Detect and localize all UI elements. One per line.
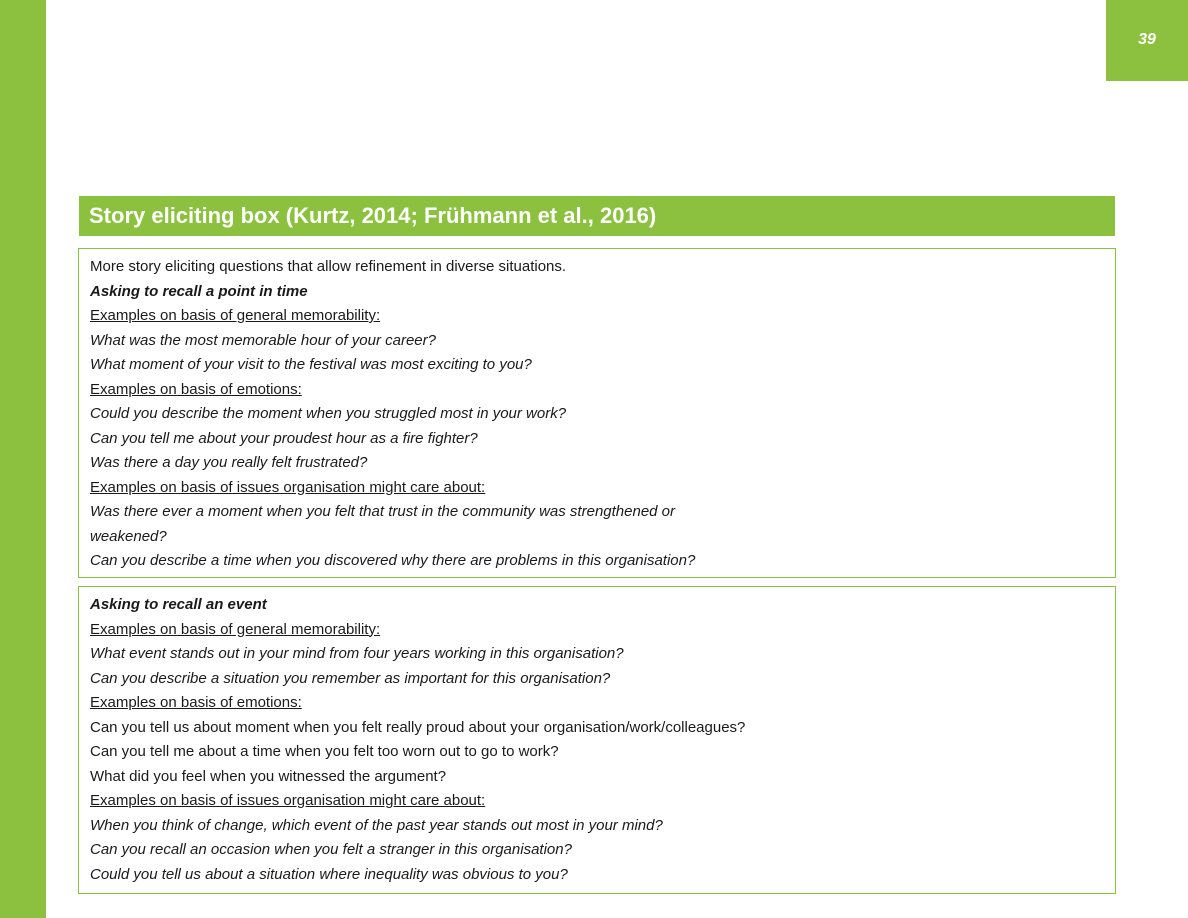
question-text: What did you feel when you witnessed the argument? — [90, 767, 447, 785]
question-text: When you think of change, which event of the past year stands out most in your mind? — [90, 816, 663, 834]
question-text: Can you recall an occasion when you felt a stranger in this organisation? — [90, 841, 572, 858]
question-text: Could you describe the moment when you struggled most in your work? — [90, 405, 567, 422]
point-in-time-box — [78, 248, 1116, 578]
section-heading: Asking to recall a point in time — [90, 282, 308, 300]
intro-text: More story eliciting questions that allow refinement in diverse situations. — [90, 258, 567, 275]
page-number: 39 — [1138, 31, 1156, 48]
subsection-label: Examples on basis of emotions: — [90, 380, 302, 398]
subsection-label: Examples on basis of issues organisation might care about: — [90, 792, 486, 809]
question-text: Was there a day you really felt frustrated? — [90, 454, 368, 471]
question-text: Could you tell us about a situation where inequality was obvious to you? — [90, 865, 568, 883]
page-number-tab — [1106, 0, 1188, 81]
subsection-label: Examples on basis of emotions: — [90, 694, 302, 711]
question-text: What moment of your visit to the festival was most exciting to you? — [90, 356, 532, 373]
question-text: Was there ever a moment when you felt that trust in the community was strengthened or — [90, 503, 676, 520]
box-title: Story eliciting box (Kurtz, 2014; Frühmann et al., 2016) — [79, 196, 1115, 236]
question-text: weakened? — [90, 527, 167, 545]
question-text: Can you tell me about a time when you felt too worn out to go to work? — [90, 743, 559, 760]
question-text: Can you tell me about your proudest hour as a fire fighter? — [90, 429, 478, 447]
event-box — [78, 586, 1116, 894]
question-text: Can you describe a time when you discovered why there are problems in this organisation? — [90, 552, 696, 569]
subsection-label: Examples on basis of issues organisation might care about: — [90, 478, 486, 496]
question-text: Can you describe a situation you remember as important for this organisation? — [90, 669, 611, 687]
subsection-label: Examples on basis of general memorability: — [90, 307, 381, 324]
left-accent-bar — [0, 0, 46, 918]
question-text: Can you tell us about moment when you felt really proud about your organisation/work/colleagues? — [90, 718, 746, 736]
question-text: What event stands out in your mind from four years working in this organisation? — [90, 645, 624, 662]
question-text: What was the most memorable hour of your career? — [90, 331, 436, 349]
subsection-label: Examples on basis of general memorability: — [90, 620, 381, 638]
section-heading: Asking to recall an event — [90, 596, 267, 613]
